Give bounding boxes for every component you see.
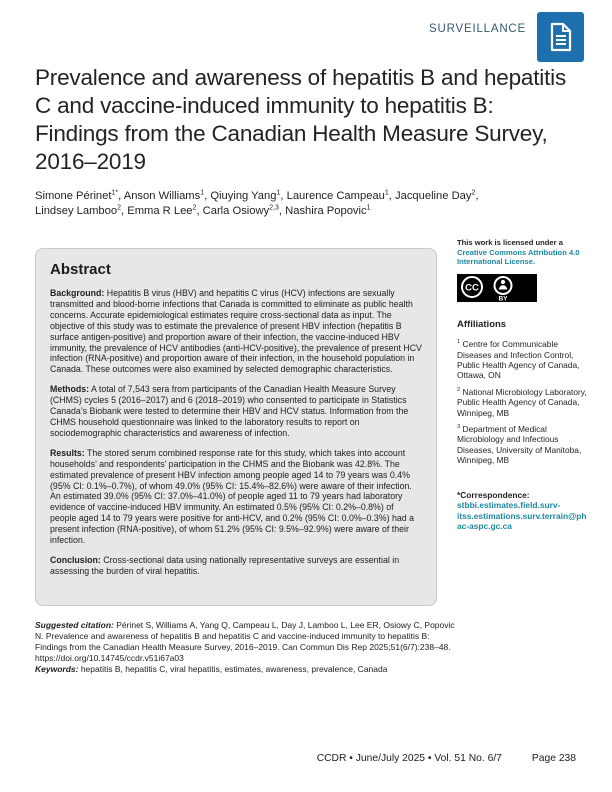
author: Carla Osiowy$^{2,3}$ [202,204,279,217]
author: Anson Williams$^1$ [123,189,205,202]
affiliations-heading: Affiliations [457,319,507,331]
correspondence-heading: *Correspondence: [457,489,530,500]
keywords-label: Keywords: [35,663,79,674]
cc-by-badge-icon [457,274,537,302]
doi-link: https://doi.org/10.14745/ccdr.v51i67a03 [35,652,184,663]
author: Simone Périnet$^{1*}$ [35,189,119,202]
article-title: Prevalence and awareness of hepatitis B and hepatitis C and vaccine-induced immunity to hepatitis B: Findings from the Canadian Health Measure Survey, 2016–2019 [35,65,566,174]
license-statement [457,238,587,267]
paragraph-label: Methods: [50,384,90,395]
sidebar [457,238,587,532]
abstract-paragraph-methods [50,384,422,439]
page-footer [35,753,576,764]
paragraph-label: Conclusion: [50,554,101,565]
license-link[interactable]: Creative Commons Attribution 4.0 International License. [457,247,580,267]
author: Lindsey Lamboo$^2$ [35,204,122,217]
citation-text: Périnet S, Williams A, Yang Q, Campeau L, Day J, Lamboo L, Lee ER, Osiowy C, Popovic N. Prevalence and awareness of hepatitis B and hepatitis C and vaccine-induced immunity to hepatitis B: Findings from the Canadian Health Measure Survey, 2016–2019. Can Commun Dis Rep 2025;51(6/7):238–48. [35,620,455,652]
document-icon [548,22,574,52]
affiliations-list [457,339,587,465]
abstract-heading: Abstract [50,261,111,278]
author: Qiuying Yang$^1$ [210,189,281,202]
paragraph-text: The stored serum combined response rate for this study, which takes into account households’ and respondents’ participation in the CHMS and the Biobank was 42.8%. The estimated prevalence of present HBV infection among people aged 14 to 79 years was 0.4% (95% CI: 0.1%–0.7%), of whom 49.0% (95% CI: 15.4%–82.6%) were aware of their infection. An estimated 39.0% (95% CI: 37.0%–41.0%) of people aged 11 to 79 years had laboratory evidence of vaccine-induced HBV immunity. An estimated 0.5% (95% CI: 0.2%–0.8%) of people aged 14 to 79 years were positive for anti-HCV, and 0.2% (95% CI: 0.0%–0.3%) had a present infection (RNA-positive), of whom 51.2% (95% CI: 9.5%–92.9%) were aware of their infection. [50,447,414,546]
license-prefix: This work is licensed under a [457,238,563,247]
affiliation-item: $^2$ National Microbiology Laboratory, Public Health Agency of Canada, Winnipeg, MB [457,386,587,418]
paragraph-text: Cross-sectional data using nationally representative surveys are essential in assessing the burden of viral hepatitis. [50,554,400,576]
paragraph-text: Hepatitis B virus (HBV) and hepatitis C virus (HCV) infections are sexually transmitted and blood-borne infections that Canada is committed to eliminate as public health concerns. Accurate epidemiological estimates require cross-sectional data as input. The objective of this study was to estimate the prevalence of present HBV infection (hepatitis B surface antigen-positive) and proportion aware of their infection, the vaccine-induced HBV immunity, the prevalence of HCV antibodies (anti-HCV-positive), the prevalence of present HCV infection (RNA-positive) and proportion aware of their infection, in the household population in Canada. These outcomes were also examined by selected demographic characteristics. [50,288,422,375]
abstract-paragraph-results [50,448,422,546]
paragraph-label: Results: [50,447,85,458]
abstract-box [35,248,437,606]
paragraph-text: A total of 7,543 sera from participants of the Canadian Health Measure Survey (CHMS) cycles 5 (2016–2017) and 6 (2018–2019) who consented to participate in Statistics Canada’s Biobank were tested to determine their HBV and HCV status. Information from the CHMS household questionnaire was linked to the laboratory results to report on sociodemographic characteristics and awareness of infection. [50,384,409,438]
author: Laurence Campeau$^1$ [286,189,389,202]
keywords-line [35,664,460,675]
abstract-paragraph-background [50,288,422,375]
svg-text:BY: BY [498,295,508,303]
journal-issue-line: CCDR • June/July 2025 • Vol. 51 No. 6/7 [316,753,502,764]
correspondence-email-link[interactable]: stbbi.estimates.field.surv-itss.estimations.surv.terrain@phac-aspc.gc.ca [457,500,587,532]
citation-label: Suggested citation: [35,620,114,630]
correspondence-block [457,490,587,532]
surveillance-document-icon [537,12,584,62]
affiliation-item: $^1$ Centre for Communicable Diseases and Infection Control, Public Health Agency of Canada, Ottawa, ON [457,339,580,381]
paragraph-label: Background: [50,288,105,298]
svg-text:CC: CC [465,282,479,294]
author: Nashira Popovic$^1$ [285,204,371,217]
author: Emma R Lee$^2$ [127,204,197,217]
keywords-text: hepatitis B, hepatitis C, viral hepatitis, estimates, awareness, prevalence, Canada [78,663,388,674]
abstract-paragraph-conclusion [50,555,422,577]
page-number: Page 238 [531,753,576,764]
author: Jacqueline Day$^2$ [395,189,476,202]
suggested-citation-block [35,620,460,675]
authors-line: Simone Périnet$^{1*}$, Anson Williams$^1$, Qiuying Yang$^1$, Laurence Campeau$^1$, Jacqueline Day$^2$, Lindsey Lamboo$^2$, Emma R Lee$^2$, Carla Osiowy$^{2,3}$, Nashira Popovic$^1$ [35,189,479,217]
affiliation-item: $^3$ Department of Medical Microbiology and Infectious Diseases, University of Manitoba, Winnipeg, MB [457,423,582,466]
section-category-label: SURVEILLANCE [429,23,526,35]
